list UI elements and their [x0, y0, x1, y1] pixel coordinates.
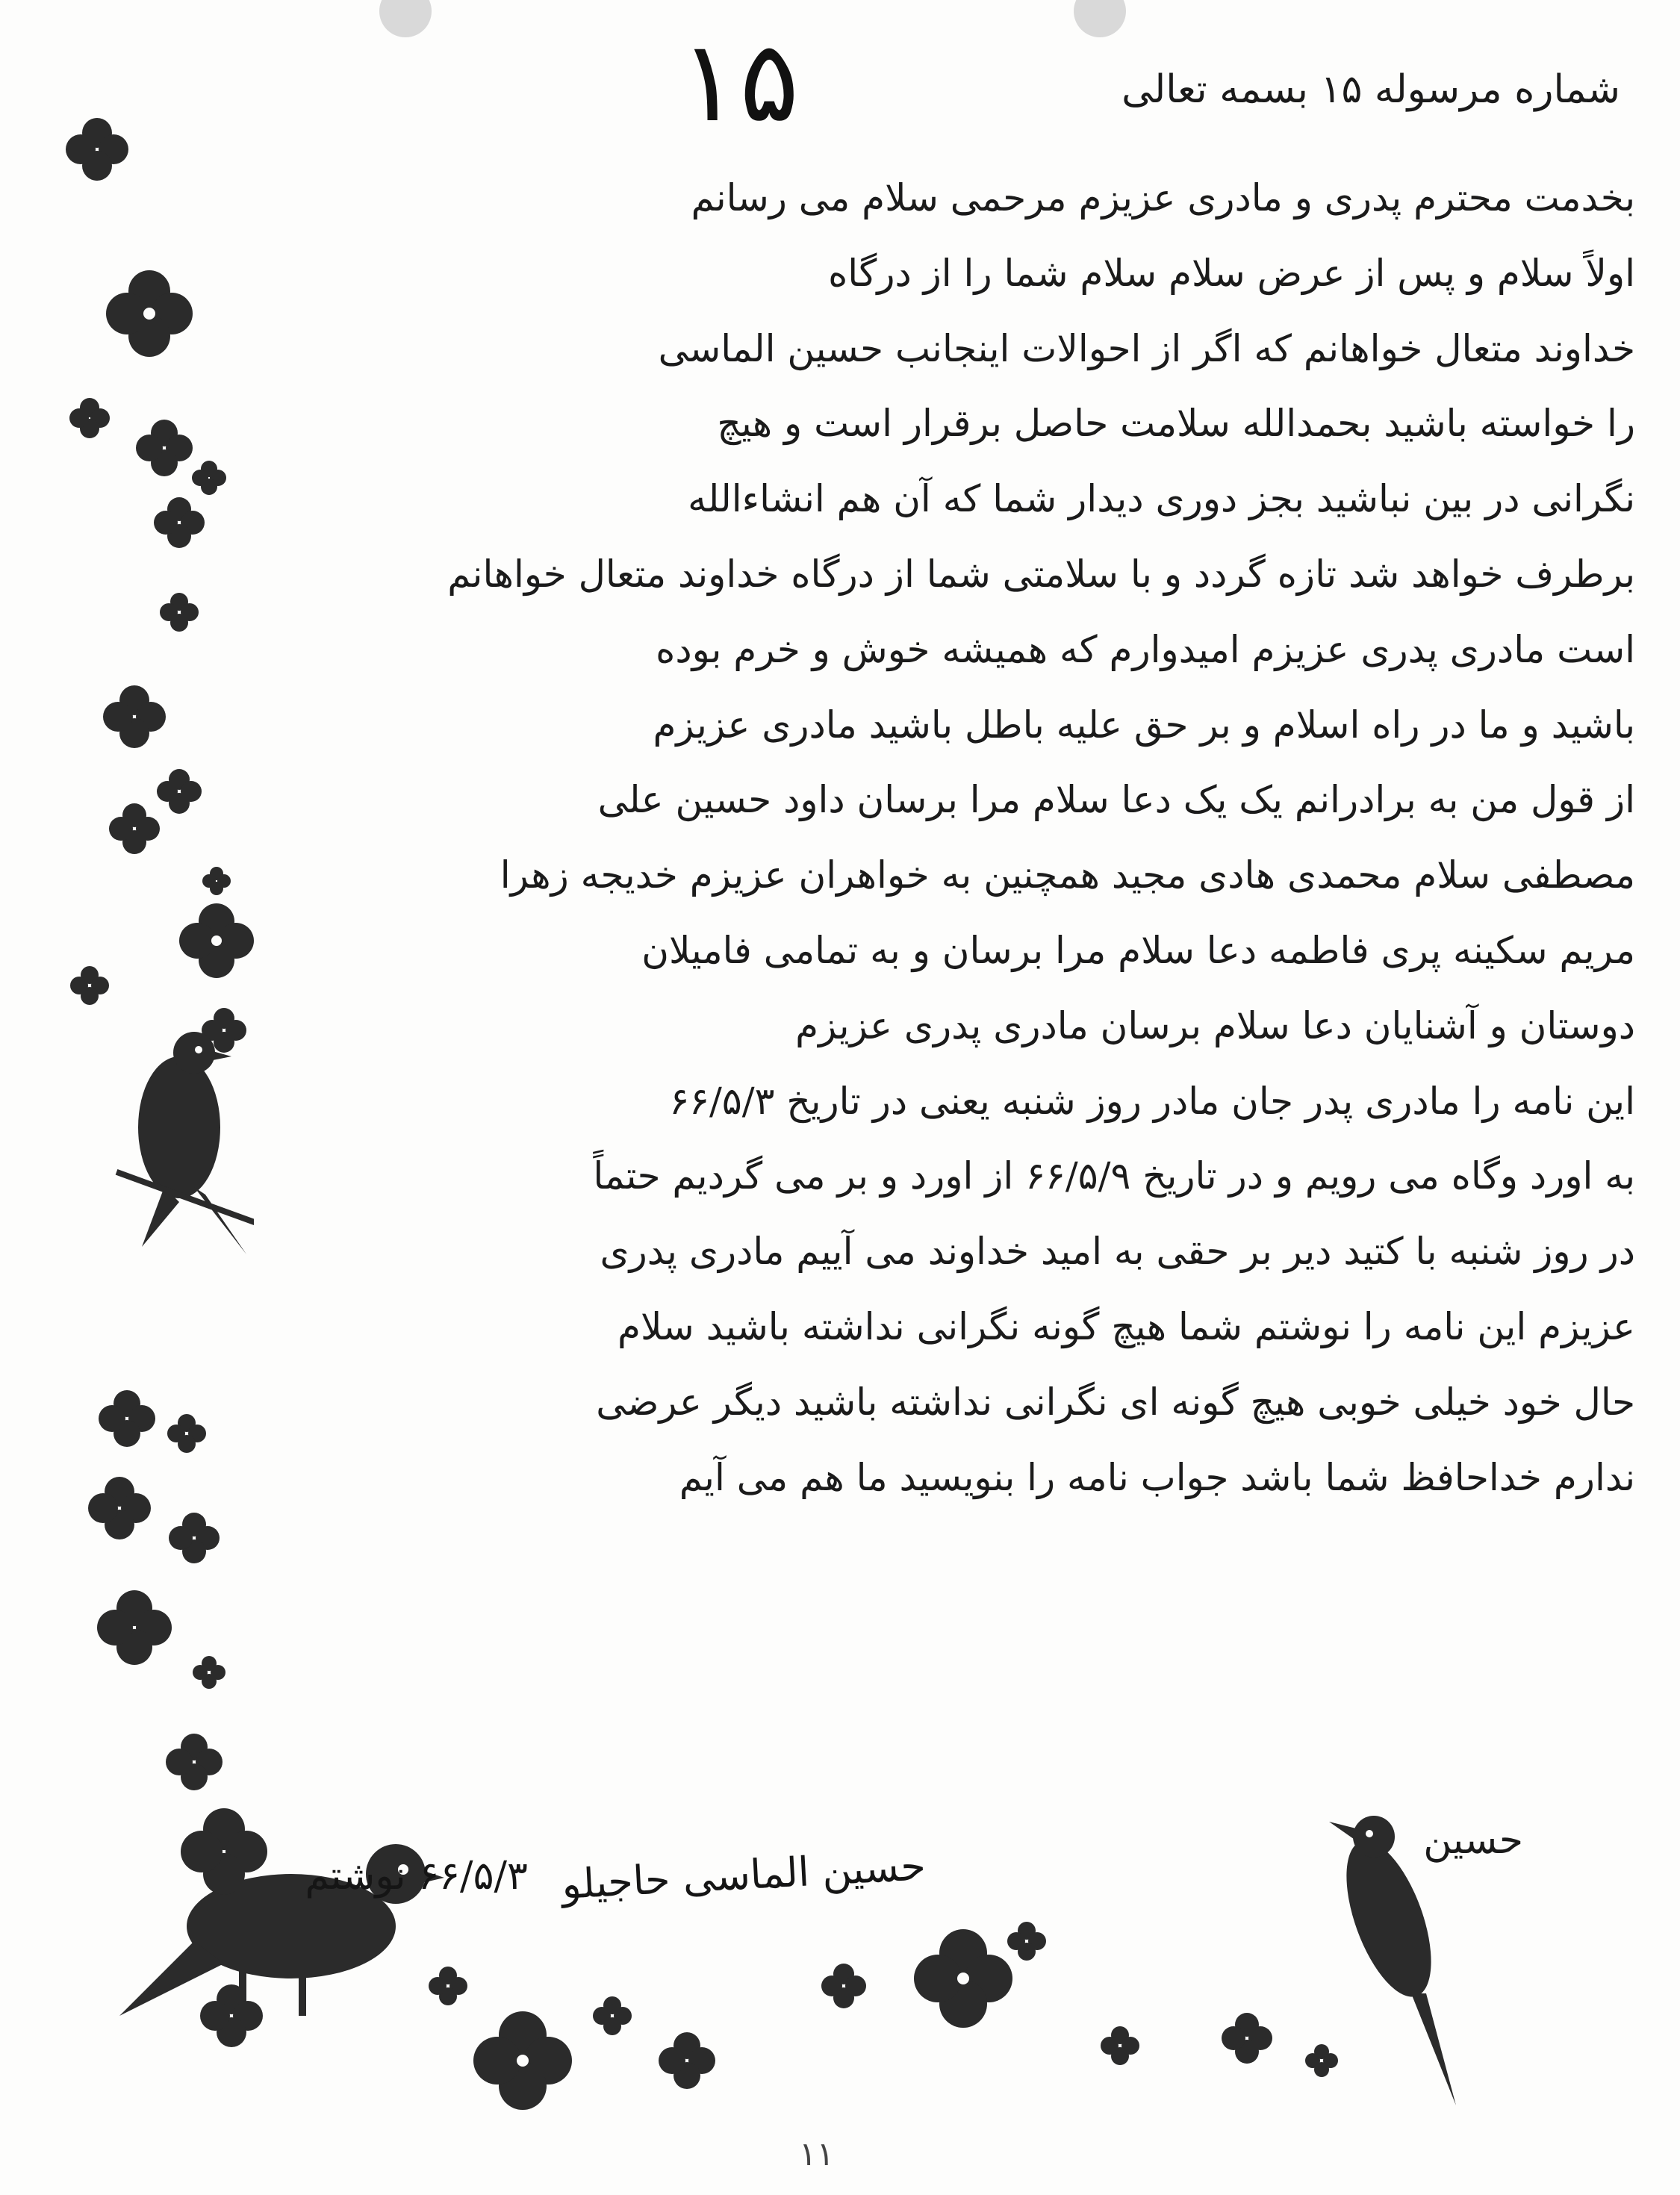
- letter-line: است مادری پدری عزیزم امیدوارم که همیشه خوش و خرم بوده: [656, 627, 1635, 671]
- flower-icon: [154, 497, 205, 548]
- flower-icon: [179, 903, 254, 978]
- flower-icon: [914, 1929, 1012, 2028]
- flower-icon: [66, 118, 128, 181]
- letter-header: شماره مرسوله ۱۵ بسمه تعالی: [1121, 67, 1620, 112]
- flower-icon: [88, 1477, 151, 1539]
- flower-icon: [106, 270, 193, 357]
- flower-icon: [157, 769, 202, 814]
- flower-icon: [821, 1964, 866, 2008]
- flower-icon: [136, 420, 193, 476]
- bird-icon: [116, 1032, 254, 1254]
- letter-body: [254, 161, 1635, 1515]
- signature-name: حسین الماسی حاجیلو: [560, 1842, 927, 1908]
- letter-line: برطرف خواهد شد تازه گردد و با سلامتی شما از درگاه خداوند متعال خواهانم: [447, 552, 1635, 596]
- letter-line: این نامه را مادری پدر جان مادر روز شنبه یعنی در تاریخ ۶۶/۵/۳: [669, 1079, 1635, 1123]
- signature-block: [305, 1842, 927, 1934]
- letter-line: ندارم خداحافظ شما باشد جواب نامه را بنویسید ما هم می آیم: [679, 1455, 1635, 1499]
- flower-icon: [70, 966, 109, 1005]
- footer-mark: ۱۱: [799, 2135, 835, 2173]
- flower-icon: [169, 1513, 220, 1563]
- letter-line: مصطفی سلام محمدی هادی مجید همچنین به خواهران عزیزم خدیجه زهرا: [500, 853, 1635, 897]
- flower-icon: [473, 2011, 572, 2110]
- punch-hole-right: [1074, 0, 1126, 37]
- flower-icon: [97, 1590, 172, 1665]
- flower-icon: [429, 1967, 467, 2005]
- letter-line: عزیزم این نامه را نوشتم شما هیچ گونه نگرانی نداشته باشید سلام: [617, 1304, 1635, 1348]
- letter-line: بخدمت محترم پدری و مادری عزیزم مرحمی سلام می رسانم: [691, 176, 1635, 220]
- flower-icon: [1305, 2044, 1338, 2077]
- flower-icon: [167, 1414, 206, 1453]
- letter-line: نگرانی در بین نباشید بجز دوری دیدار شما که آن هم انشاءالله: [688, 477, 1635, 521]
- flower-icon: [99, 1390, 155, 1447]
- flower-icon: [109, 803, 160, 854]
- flower-icon: [200, 1984, 263, 2047]
- flower-icon: [103, 685, 166, 748]
- flower-icon: [1222, 2013, 1272, 2064]
- letter-line: به اورد وگاه می رویم و در تاریخ ۶۶/۵/۹ از اورد و بر می گردیم حتماً: [593, 1154, 1635, 1198]
- punch-hole-left: [379, 0, 432, 37]
- flower-icon: [1007, 1922, 1046, 1961]
- letter-line: از قول من به برادرانم یک یک دعا سلام مرا برسان داود حسین علی: [597, 778, 1635, 822]
- letter-line: باشید و ما در راه اسلام و بر حق علیه باطل باشید مادری عزیزم: [653, 703, 1635, 747]
- letter-line: حال خود خیلی خوبی هیچ گونه ای نگرانی نداشته باشید دیگر عرضی: [596, 1380, 1635, 1424]
- letter-line: دوستان و آشنایان دعا سلام برسان مادری پدری عزیزم: [795, 1003, 1635, 1047]
- flower-icon: [160, 593, 199, 632]
- flower-icon: [202, 867, 231, 895]
- flower-icon: [69, 398, 110, 438]
- signature-date: ۶۶/۵/۳ نوشتم: [305, 1854, 528, 1899]
- flower-icon: [166, 1734, 223, 1790]
- flower-icon: [192, 461, 226, 495]
- letter-line: را خواسته باشید بحمدالله سلامت حاصل برقرار است و هیچ: [717, 402, 1635, 446]
- letter-line: در روز شنبه با کتید دیر بر حقی به امید خداوند می آییم مادری پدری: [600, 1230, 1635, 1274]
- flower-icon: [659, 2032, 715, 2089]
- page-number: ۱۵: [679, 17, 800, 147]
- flower-icon: [593, 1996, 632, 2035]
- flower-icon: [1101, 2026, 1139, 2065]
- letter-line: اولاً سلام و پس از عرض سلام سلام شما را از درگاه: [828, 251, 1635, 295]
- letter-line: مریم سکینه پری فاطمه دعا سلام مرا برسان و به تمامی فامیلان: [641, 928, 1635, 972]
- letter-line: خداوند متعال خواهانم که اگر از احوالات اینجانب حسین الماسی: [658, 326, 1635, 370]
- flower-icon: [193, 1656, 225, 1689]
- closing-name: حسین: [1423, 1818, 1523, 1863]
- left-floral-border: [45, 30, 254, 2046]
